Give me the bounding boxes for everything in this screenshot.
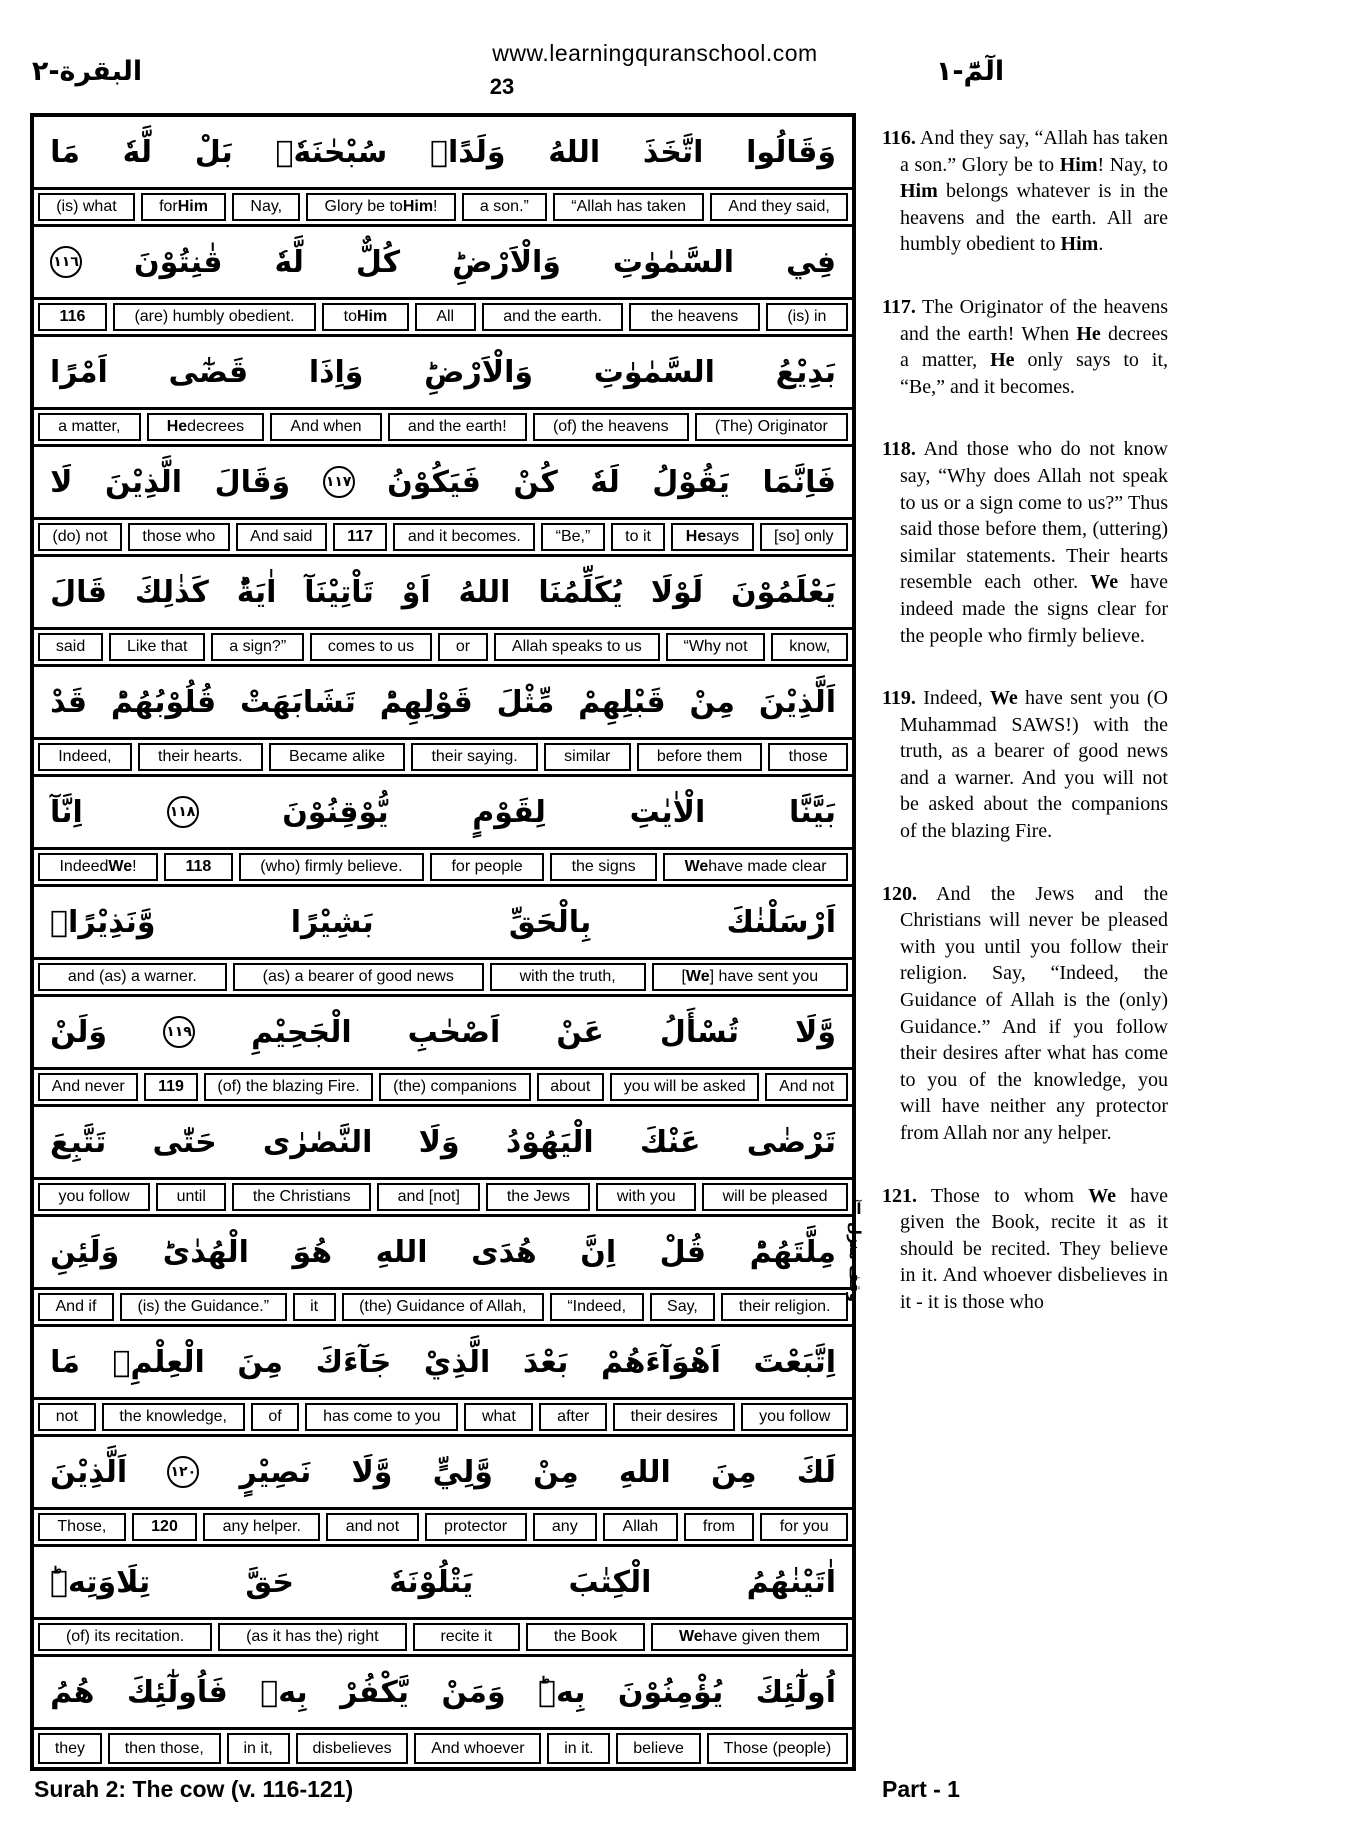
translation-cell: in it, (227, 1733, 290, 1764)
arabic-line (34, 117, 852, 190)
arabic-word: جَآءَكَ (315, 1344, 392, 1380)
translation-cell: Indeed We ! (38, 853, 158, 881)
verse-paragraph: 116. And they say, “Allah has taken a son.” Glory be to Him! Nay, to Him belongs whatever is in the heavens and the earth. All are humbly obedient to Him. (882, 127, 1168, 256)
arabic-word: فِي (786, 244, 836, 280)
translation-cell: and not (326, 1513, 418, 1541)
translation-cell: He decrees (147, 413, 265, 441)
arabic-word: وَّلَا (351, 1454, 393, 1490)
translation-cell: (do) not (38, 523, 122, 551)
arabic-word: قَبْلِهِمْ (578, 684, 666, 720)
arabic-word: وَّلَا (795, 1014, 836, 1050)
translation-cell: (who) firmly believe. (239, 853, 424, 881)
translation-cell: the signs (550, 853, 657, 881)
translation-cell: the Jews (486, 1183, 590, 1211)
arabic-word: النَّصٰرٰى (262, 1124, 373, 1160)
translation-cell: to it (611, 523, 666, 551)
translation-cell: 117 (333, 523, 388, 551)
arabic-word: عَنْكَ (639, 1124, 701, 1160)
arabic-word: وَالْاَرْضِؕ (452, 244, 561, 280)
translation-cell: then those, (108, 1733, 221, 1764)
translation-cell: 118 (164, 853, 233, 881)
row-unit (34, 447, 852, 557)
row-unit (34, 337, 852, 447)
arabic-word: الَّذِيْنَ (104, 464, 183, 500)
arabic-word: الْاٰيٰتِ (629, 794, 706, 830)
translation-cell: not (38, 1403, 96, 1431)
translation-cell: any (533, 1513, 598, 1541)
translation-cell: All (415, 303, 476, 331)
arabic-word: فَاُولٰٓئِكَ (126, 1674, 228, 1710)
surah-label: البقرة-٢ (31, 56, 143, 87)
translation-cell: for people (430, 853, 544, 881)
translation-cell: their religion. (721, 1293, 848, 1321)
arabic-word: وَلَنْ (50, 1014, 107, 1050)
arabic-word: وَقَالَ (214, 464, 291, 500)
arabic-word: لَّهٗ (274, 244, 304, 280)
arabic-word: اِتَّبَعْتَ (753, 1344, 836, 1380)
stop-mark-symbol: آ (856, 1200, 862, 1218)
translation-cell: and [not] (377, 1183, 480, 1211)
arabic-word: اللهِ (375, 1234, 428, 1270)
arabic-word: لَا (50, 464, 73, 500)
translation-cell: (is) what (38, 193, 135, 221)
arabic-word: اٰتَيْنٰهُمُ (746, 1564, 836, 1600)
row-unit (34, 887, 852, 997)
translation-cell: Like that (109, 633, 205, 661)
translation-cell: and it becomes. (393, 523, 535, 551)
translation-row (34, 300, 852, 337)
arabic-word: بِهٖ (260, 1674, 308, 1710)
arabic-word: تَاْتِيْنَآ (304, 574, 374, 610)
translation-row (34, 1400, 852, 1437)
translation-cell: will be pleased (702, 1183, 848, 1211)
translation-cell: Nay, (232, 193, 300, 221)
arabic-word: اَمْرًا (50, 354, 108, 390)
arabic-line (34, 997, 852, 1070)
translation-cell: 119 (144, 1073, 197, 1101)
arabic-word: كُلٌّ (355, 244, 401, 280)
translation-cell: And if (38, 1293, 114, 1321)
arabic-word: بَيَّنَّا (788, 794, 836, 830)
translation-row (34, 1510, 852, 1547)
arabic-word: قُلُوْبُهُمْؕ (110, 684, 217, 720)
translation-cell: it (293, 1293, 336, 1321)
arabic-word: اللهُ (458, 574, 511, 610)
translation-cell: disbelieves (296, 1733, 409, 1764)
translation-cell: And not (765, 1073, 848, 1101)
translation-cell: (as) a bearer of good news (233, 963, 484, 991)
verse-number-circle: ١١٨ (167, 796, 199, 828)
arabic-word: يُكَلِّمُنَا (538, 574, 623, 610)
translation-cell: in it. (547, 1733, 610, 1764)
arabic-word: مِنَ (237, 1344, 283, 1380)
arabic-word: مَا (50, 134, 80, 170)
translation-cell: Those, (38, 1513, 126, 1541)
arabic-line (34, 777, 852, 850)
verse-number: 121. (882, 1184, 917, 1207)
translation-cell: [ We ] have sent you (652, 963, 848, 991)
translation-cell: believe (616, 1733, 700, 1764)
translation-cell: or (438, 633, 488, 661)
arabic-word: تَتَّبِعَ (50, 1124, 107, 1160)
arabic-word: يُّوْقِنُوْنَ (282, 794, 389, 830)
arabic-word: بِهٖؕ (538, 1674, 586, 1710)
verse-number-circle: ١١٩ (163, 1016, 195, 1048)
word-by-word-grid (30, 113, 856, 1771)
arabic-word: وَمَنْ (441, 1674, 506, 1710)
translation-cell: Became alike (269, 743, 405, 771)
translation-cell: their desires (613, 1403, 736, 1431)
arabic-word: اَرْسَلْنٰكَ (726, 904, 836, 940)
translation-cell: with the truth, (490, 963, 646, 991)
row-unit (34, 557, 852, 667)
arabic-word: السَّمٰوٰتِ (612, 244, 735, 280)
arabic-word: يُؤْمِنُوْنَ (617, 1674, 724, 1710)
arabic-word: نَصِيْرٍ (239, 1454, 312, 1490)
translation-cell: And never (38, 1073, 138, 1101)
arabic-word: بَشِيْرًا (290, 904, 374, 940)
translation-cell: those (768, 743, 848, 771)
arabic-line (34, 1657, 852, 1730)
verse-number-circle: ١٢٠ (167, 1456, 199, 1488)
translation-cell: We have made clear (663, 853, 848, 881)
verse-number: 118. (882, 438, 916, 461)
translation-cell: before them (637, 743, 763, 771)
arabic-word: مِّثْلَ (496, 684, 555, 720)
translation-cell: the knowledge, (102, 1403, 245, 1431)
arabic-word: لَوْلَا (650, 574, 704, 610)
translation-row (34, 520, 852, 557)
arabic-word: اللهِ (618, 1454, 671, 1490)
translation-cell: (is) the Guidance.” (120, 1293, 287, 1321)
translation-cell: Allah (603, 1513, 677, 1541)
translation-cell: And whoever (414, 1733, 541, 1764)
arabic-line (34, 667, 852, 740)
arabic-word: وَلَا (418, 1124, 460, 1160)
arabic-word: يَتْلُوْنَهٗ (389, 1564, 474, 1600)
row-unit (34, 1107, 852, 1217)
arabic-word: هُوَ (292, 1234, 333, 1270)
arabic-word: اِنَّ (580, 1234, 617, 1270)
translation-row (34, 410, 852, 447)
arabic-word: قَالَ (50, 574, 108, 610)
row-unit (34, 997, 852, 1107)
translation-cell: Say, (650, 1293, 716, 1321)
arabic-word: هُمُ (50, 1674, 95, 1710)
verse-number: 119. (882, 687, 916, 710)
verse-paragraph: 119. Indeed, We have sent you (O Muhammad SAWS!) with the truth, as a bearer of good news and a warner. And you will not be asked about the companions of the blazing Fire. (882, 687, 1169, 843)
translation-row (34, 960, 852, 997)
arabic-line (34, 227, 852, 300)
page-number: 23 (489, 74, 515, 99)
verse-paragraph: 121. Those to whom We have given the Book, recite it as it should be recited. They believe in it. And whoever disbelieves in it - it is those who (882, 1184, 1168, 1313)
translation-cell: you follow (741, 1403, 848, 1431)
arabic-word: قٰنِتُوْنَ (133, 244, 223, 280)
translation-cell: a matter, (38, 413, 141, 441)
arabic-word: فَيَكُوْنُ (387, 464, 481, 500)
translation-cell: “Allah has taken (553, 193, 704, 221)
arabic-word: لَهٗ (590, 464, 620, 500)
arabic-word: مِنْ (689, 684, 736, 720)
translation-cell: “Indeed, (550, 1293, 644, 1321)
translation-cell: He says (671, 523, 753, 551)
arabic-line (34, 1547, 852, 1620)
arabic-line (34, 1327, 852, 1400)
arabic-word: لَكَ (796, 1454, 836, 1490)
arabic-word: هُدَى (471, 1234, 537, 1270)
site-url: www.learningquranschool.com (492, 40, 818, 66)
translation-cell: recite it (413, 1623, 520, 1651)
translation-row (34, 190, 852, 227)
arabic-word: وَقَالُوا (746, 134, 836, 170)
translation-row (34, 740, 852, 777)
arabic-word: بَعْدَ (522, 1344, 569, 1380)
translation-cell: “Why not (666, 633, 766, 661)
translation-cell: said (38, 633, 103, 661)
translation-row (34, 1730, 852, 1767)
translation-cell: And said (236, 523, 327, 551)
verse-number-circle: ١١٧ (323, 466, 355, 498)
arabic-word: كَذٰلِكَ (134, 574, 209, 610)
arabic-word: اتَّخَذَ (642, 134, 704, 170)
arabic-word: يَعْلَمُوْنَ (731, 574, 836, 610)
verse-number: 116. (882, 127, 916, 149)
arabic-word: سُبْحٰنَهٗۚ (275, 134, 388, 170)
translation-cell: of (251, 1403, 300, 1431)
row-unit (34, 1657, 852, 1767)
translation-cell: protector (425, 1513, 527, 1541)
translation-cell: (The) Originator (695, 413, 848, 441)
arabic-word: وَالْاَرْضِؕ (424, 354, 534, 390)
translation-cell: and the earth! (388, 413, 527, 441)
translation-cell: the Christians (232, 1183, 371, 1211)
translation-cell: those who (128, 523, 230, 551)
translation-row (34, 1290, 852, 1327)
arabic-word: مِنْ (533, 1454, 579, 1490)
arabic-word: مَا (50, 1344, 80, 1380)
arabic-word: قُلْ (659, 1234, 707, 1270)
arabic-line (34, 1107, 852, 1180)
arabic-word: قَدْ (50, 684, 88, 720)
arabic-word: بَدِيْعُ (775, 354, 836, 390)
arabic-word: فَاِنَّمَا (762, 464, 836, 500)
row-unit (34, 1547, 852, 1657)
row-unit (34, 227, 852, 337)
translation-cell: (of) the blazing Fire. (204, 1073, 374, 1101)
translation-cell: (the) Guidance of Allah, (342, 1293, 544, 1321)
arabic-word: الْجَحِيْمِ (251, 1014, 352, 1050)
arabic-word: قَضٰٓى (168, 354, 249, 390)
translation-cell: until (156, 1183, 226, 1211)
translation-cell: Indeed, (38, 743, 132, 771)
translation-cell: from (684, 1513, 755, 1541)
translation-cell: what (464, 1403, 533, 1431)
translation-cell: after (539, 1403, 606, 1431)
arabic-word: اٰيَةٌؕ (236, 574, 277, 610)
translation-cell: for you (760, 1513, 848, 1541)
translation-cell: and (as) a warner. (38, 963, 227, 991)
row-unit (34, 777, 852, 887)
translation-row (34, 630, 852, 667)
translation-cell: about (537, 1073, 605, 1101)
arabic-word: اَصْحٰبِ (407, 1014, 501, 1050)
arabic-word: اَهْوَآءَهُمْ (601, 1344, 721, 1380)
translation-cell: (the) companions (379, 1073, 530, 1101)
translation-row (34, 1620, 852, 1657)
translation-column (882, 125, 1168, 1316)
arabic-word: وَّنَذِيْرًاۙ (50, 904, 156, 940)
translation-cell: they (38, 1733, 102, 1764)
translation-cell: you will be asked (610, 1073, 759, 1101)
translation-cell: Glory be to Him ! (306, 193, 455, 221)
arabic-line (34, 887, 852, 960)
translation-cell: Allah speaks to us (494, 633, 660, 661)
verse-paragraph: 120. And the Jews and the Christians will never be pleased with you until you follow their religion. Say, “Indeed, the Guidance of Allah is the (only) Guidance.” And if you follow their desires after what has come to you of the knowledge, you will have neither any protector from Allah nor any helper. (882, 882, 1168, 1144)
verse-number-circle: ١١٦ (50, 246, 82, 278)
arabic-word: مِلَّتَهُمْؕ (749, 1234, 836, 1270)
arabic-word: اَوْ (401, 574, 431, 610)
translation-cell: know, (771, 633, 848, 661)
arabic-word: الْكِتٰبَ (568, 1564, 652, 1600)
translation-cell: (is) in (766, 303, 848, 331)
arabic-line (34, 337, 852, 410)
translation-cell: the heavens (629, 303, 759, 331)
arabic-line (34, 1217, 852, 1290)
arabic-word: الْيَهُوْدُ (505, 1124, 594, 1160)
arabic-word: قَوْلِهِمْؕ (379, 684, 473, 720)
translation-cell: their hearts. (138, 743, 263, 771)
arabic-word: حَتّٰى (152, 1124, 217, 1160)
arabic-word: اَلَّذِيْنَ (50, 1454, 128, 1490)
row-unit (34, 1217, 852, 1327)
arabic-word: الْهُدٰىؕ (162, 1234, 249, 1270)
arabic-line (34, 447, 852, 520)
translation-cell: “Be,” (541, 523, 605, 551)
translation-cell: a son.” (462, 193, 547, 221)
verse-paragraph: 117. The Originator of the heavens and the earth! When He decrees a matter, He only says to it, “Be,” and it becomes. (882, 295, 1169, 398)
translation-cell: (are) humbly obedient. (113, 303, 316, 331)
translation-cell: has come to you (305, 1403, 458, 1431)
translation-cell: (of) its recitation. (38, 1623, 212, 1651)
arabic-word: الَّذِيْ (423, 1344, 491, 1380)
arabic-word: كُنْ (513, 464, 558, 500)
arabic-word: وَلَدًاۙ (429, 134, 506, 170)
arabic-word: اللهُ (548, 134, 601, 170)
translation-row (34, 1180, 852, 1217)
translation-cell: (of) the heavens (533, 413, 689, 441)
arabic-word: وَاِذَا (308, 354, 364, 390)
translation-cell: And they said, (710, 193, 848, 221)
translation-cell: you follow (38, 1183, 150, 1211)
translation-cell: the Book (526, 1623, 645, 1651)
translation-cell: comes to us (310, 633, 432, 661)
stop-mark-text: وقف منزل (846, 1222, 864, 1302)
arabic-word: حَقَّ (245, 1564, 295, 1600)
arabic-word: بِالْحَقِّ (508, 904, 592, 940)
translation-cell: to Him (322, 303, 409, 331)
arabic-word: تِلَاوَتِهٖؕ (50, 1564, 151, 1600)
verse-paragraph: 118. And those who do not know say, “Why does Allah not speak to us or a sign come to us?” Thus said those before them, (uttering) similar statements. Their hearts resemble each other. We have indeed made the signs clear for the people who firmly believe. (882, 438, 1168, 647)
footer-part-label: Part - 1 (882, 1776, 960, 1802)
translation-cell: And when (270, 413, 381, 441)
arabic-word: تُسْأَلُ (659, 1014, 739, 1050)
translation-row (34, 850, 852, 887)
row-unit (34, 667, 852, 777)
translation-cell: any helper. (203, 1513, 320, 1541)
arabic-word: وَّلِيٍّ (432, 1454, 493, 1490)
arabic-word: عَنْ (556, 1014, 604, 1050)
arabic-word: لِقَوْمٍ (472, 794, 546, 830)
row-unit (34, 1437, 852, 1547)
arabic-word: يَّكْفُرْ (340, 1674, 410, 1710)
arabic-word: وَلَئِنِ (50, 1234, 120, 1270)
arabic-word: الْعِلْمِۙ (112, 1344, 205, 1380)
verse-number: 120. (882, 882, 917, 905)
translation-cell: similar (544, 743, 631, 771)
translation-cell: (as it has the) right (218, 1623, 406, 1651)
arabic-word: اِنَّآ (50, 794, 83, 830)
arabic-word: بَلْ (194, 134, 233, 170)
arabic-word: السَّمٰوٰتِ (593, 354, 715, 390)
translation-cell: a sign?” (211, 633, 304, 661)
arabic-word: تَشَابَهَتْ (240, 684, 356, 720)
translation-cell: their saying. (411, 743, 538, 771)
arabic-word: لَّهٗ (122, 134, 153, 170)
translation-cell: We have given them (651, 1623, 848, 1651)
arabic-word: اَلَّذِيْنَ (758, 684, 836, 720)
translation-row (34, 1070, 852, 1107)
translation-cell: [so] only (760, 523, 848, 551)
arabic-word: تَرْضٰى (746, 1124, 836, 1160)
margin-stop-mark (846, 1200, 872, 1302)
row-unit (34, 117, 852, 227)
arabic-word: مِنَ (711, 1454, 757, 1490)
row-unit (34, 1327, 852, 1437)
translation-cell: and the earth. (482, 303, 624, 331)
footer-surah-title: Surah 2: The cow (v. 116-121) (34, 1776, 354, 1802)
translation-cell: with you (596, 1183, 696, 1211)
translation-cell: for Him (141, 193, 226, 221)
juz-label: الٓمّٓ-١ (935, 56, 1005, 87)
verse-number: 117. (882, 295, 916, 318)
arabic-word: يَقُوْلُ (652, 464, 730, 500)
arabic-line (34, 557, 852, 630)
arabic-word: اُولٰٓئِكَ (755, 1674, 836, 1710)
translation-cell: 120 (132, 1513, 198, 1541)
arabic-line (34, 1437, 852, 1510)
translation-cell: Those (people) (707, 1733, 848, 1764)
translation-cell: 116 (38, 303, 107, 331)
